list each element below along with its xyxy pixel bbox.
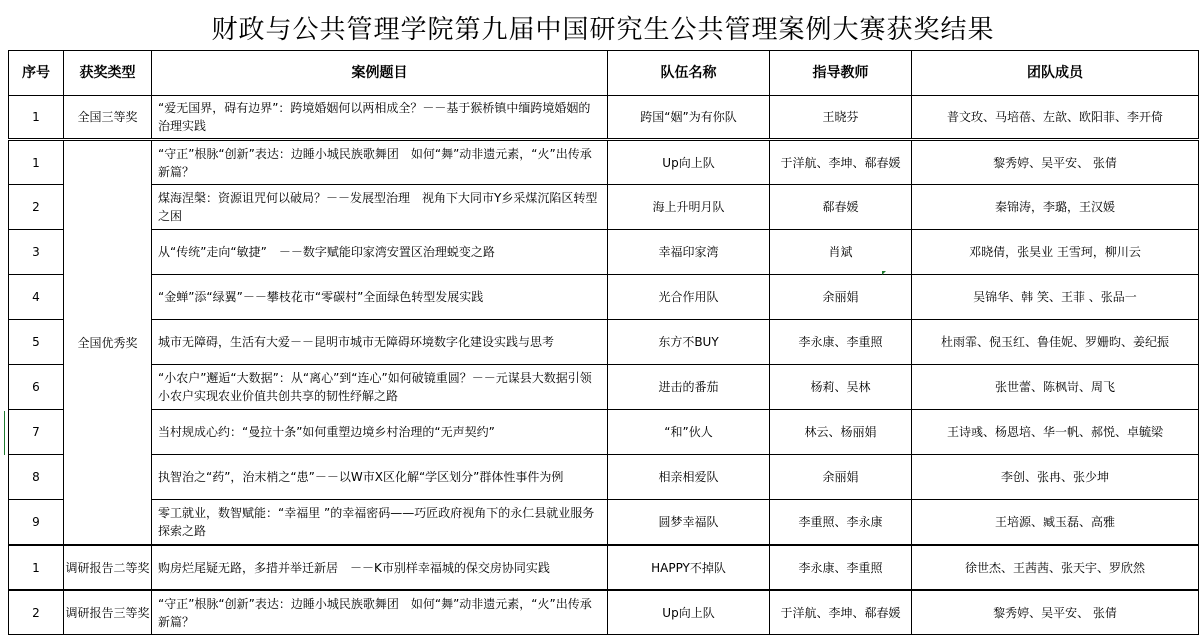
cell-advisor: 林云、杨丽娟 (770, 410, 912, 455)
cell-topic: 购房烂尾疑无路，多措并举迁新居 －－K市别样幸福城的保交房协同实践 (152, 545, 608, 590)
table-row (9, 185, 1199, 230)
cell-members: 黎秀婷、吴平安、 张倩 (912, 590, 1199, 635)
cell-no: 7 (9, 410, 64, 455)
row-selection-indicator (4, 411, 5, 455)
cell-team: 海上升明月队 (608, 185, 770, 230)
cell-topic: 当村规成心约：“曼拉十条”如何重塑边境乡村治理的“无声契约” (152, 410, 608, 455)
cell-team: 幸福印家湾 (608, 230, 770, 275)
cell-award: 调研报告三等奖 (64, 590, 152, 635)
cell-members: 李创、张冉、张少坤 (912, 455, 1199, 500)
col-header-team: 队伍名称 (608, 51, 770, 96)
cell-members: 秦锦涛，李璐，王汉媛 (912, 185, 1199, 230)
cell-topic: “爱无国界，碍有边界”：跨境婚姻何以两相成全？－－基于猴桥镇中缅跨境婚姻的治理实践 (152, 96, 608, 140)
table-row (9, 500, 1199, 546)
cell-advisor: 李永康、李重照 (770, 545, 912, 590)
cell-topic: 执智治之“药”，治末梢之“患”－－以W市X区化解“学区划分”群体性事件为例 (152, 455, 608, 500)
cell-team: 光合作用队 (608, 275, 770, 320)
cell-no: 8 (9, 455, 64, 500)
header-row (9, 51, 1199, 96)
cell-team: Up向上队 (608, 140, 770, 185)
table-row (9, 230, 1199, 275)
cell-advisor: 郗春媛 (770, 185, 912, 230)
table-row (9, 410, 1199, 455)
cell-members: 邓晓倩，张昊业 王雪珂，柳川云 (912, 230, 1199, 275)
cell-comment-marker (882, 271, 886, 275)
cell-members: 张世蕾、陈枫岢、周飞 (912, 365, 1199, 410)
cell-no: 4 (9, 275, 64, 320)
col-header-award: 获奖类型 (64, 51, 152, 96)
cell-advisor: 于洋航、李坤、郗春媛 (770, 590, 912, 635)
cell-members: 吴锦华、韩 笑、王菲 、张品一 (912, 275, 1199, 320)
cell-no: 2 (9, 185, 64, 230)
table-row (9, 96, 1199, 140)
cell-team: 东方不BUY (608, 320, 770, 365)
table-row (9, 590, 1199, 635)
table-row (9, 140, 1199, 185)
cell-no: 9 (9, 500, 64, 546)
cell-advisor: 杨莉、吴林 (770, 365, 912, 410)
cell-advisor: 李永康、李重照 (770, 320, 912, 365)
col-header-members: 团队成员 (912, 51, 1199, 96)
table-row (9, 455, 1199, 500)
col-header-no: 序号 (9, 51, 64, 96)
table-row (9, 545, 1199, 590)
cell-no: 3 (9, 230, 64, 275)
col-header-advisor: 指导教师 (770, 51, 912, 96)
cell-no: 5 (9, 320, 64, 365)
cell-members: 普文玫、马培蓓、左歆、欧阳菲、李开倚 (912, 96, 1199, 140)
cell-team: HAPPY不掉队 (608, 545, 770, 590)
table-row (9, 320, 1199, 365)
cell-award: 全国三等奖 (64, 96, 152, 140)
cell-no: 1 (9, 140, 64, 185)
cell-advisor: 李重照、李永康 (770, 500, 912, 546)
cell-members: 徐世杰、王茜茜、张天宇、罗欣然 (912, 545, 1199, 590)
cell-no: 6 (9, 365, 64, 410)
cell-topic: “守正”根脉“创新”表达：边睡小城民族歌舞团 如何“舞”动非遗元素，“火”出传承新篇？ (152, 590, 608, 635)
cell-topic: 煤海涅槃：资源诅咒何以破局？－－发展型治理 视角下大同市Y乡采煤沉陷区转型之困 (152, 185, 608, 230)
table-row (9, 365, 1199, 410)
cell-team: 跨国“姻”为有你队 (608, 96, 770, 140)
awards-table (8, 50, 1199, 635)
cell-topic: “金蝉”添“绿翼”－－攀枝花市“零碳村”全面绿色转型发展实践 (152, 275, 608, 320)
cell-no: 1 (9, 96, 64, 140)
cell-no: 2 (9, 590, 64, 635)
cell-topic: “守正”根脉“创新”表达：边睡小城民族歌舞团 如何“舞”动非遗元素，“火”出传承新篇？ (152, 140, 608, 185)
table-row (9, 275, 1199, 320)
cell-topic: “小农户”邂逅“大数据”：从“离心”到“连心”如何破镜重圆？－－元谋县大数据引领小农户实现农业价值共创共享的韧性纾解之路 (152, 365, 608, 410)
cell-no: 1 (9, 545, 64, 590)
cell-team: 进击的番茄 (608, 365, 770, 410)
cell-team: “和”伙人 (608, 410, 770, 455)
cell-award: 全国优秀奖 (64, 140, 152, 546)
cell-topic: 城市无障碍，生活有大爱－－昆明市城市无障碍环境数字化建设实践与思考 (152, 320, 608, 365)
cell-advisor: 余丽娟 (770, 275, 912, 320)
cell-advisor: 肖斌 (770, 230, 912, 275)
cell-advisor: 余丽娟 (770, 455, 912, 500)
page-title: 财政与公共管理学院第九届中国研究生公共管理案例大赛获奖结果 (211, 14, 995, 45)
cell-team: 圆梦幸福队 (608, 500, 770, 546)
cell-members: 杜雨霏、倪玉红、鲁佳妮、罗姗昀、姜纪振 (912, 320, 1199, 365)
cell-advisor: 王晓芬 (770, 96, 912, 140)
col-header-topic: 案例题目 (152, 51, 608, 96)
cell-members: 王培源、臧玉磊、高雅 (912, 500, 1199, 546)
cell-team: Up向上队 (608, 590, 770, 635)
cell-topic: 零工就业，数智赋能：“幸福里 ”的幸福密码——巧匠政府视角下的永仁县就业服务探索之路 (152, 500, 608, 546)
cell-members: 王诗彧、杨恩培、华一帆、郝悦、卓毓梁 (912, 410, 1199, 455)
cell-award: 调研报告二等奖 (64, 545, 152, 590)
cell-topic: 从“传统”走向“敏捷” －－数字赋能印家湾安置区治理蜕变之路 (152, 230, 608, 275)
cell-team: 相亲相爱队 (608, 455, 770, 500)
cell-members: 黎秀婷、吴平安、 张倩 (912, 140, 1199, 185)
cell-advisor: 于洋航、李坤、郗春媛 (770, 140, 912, 185)
